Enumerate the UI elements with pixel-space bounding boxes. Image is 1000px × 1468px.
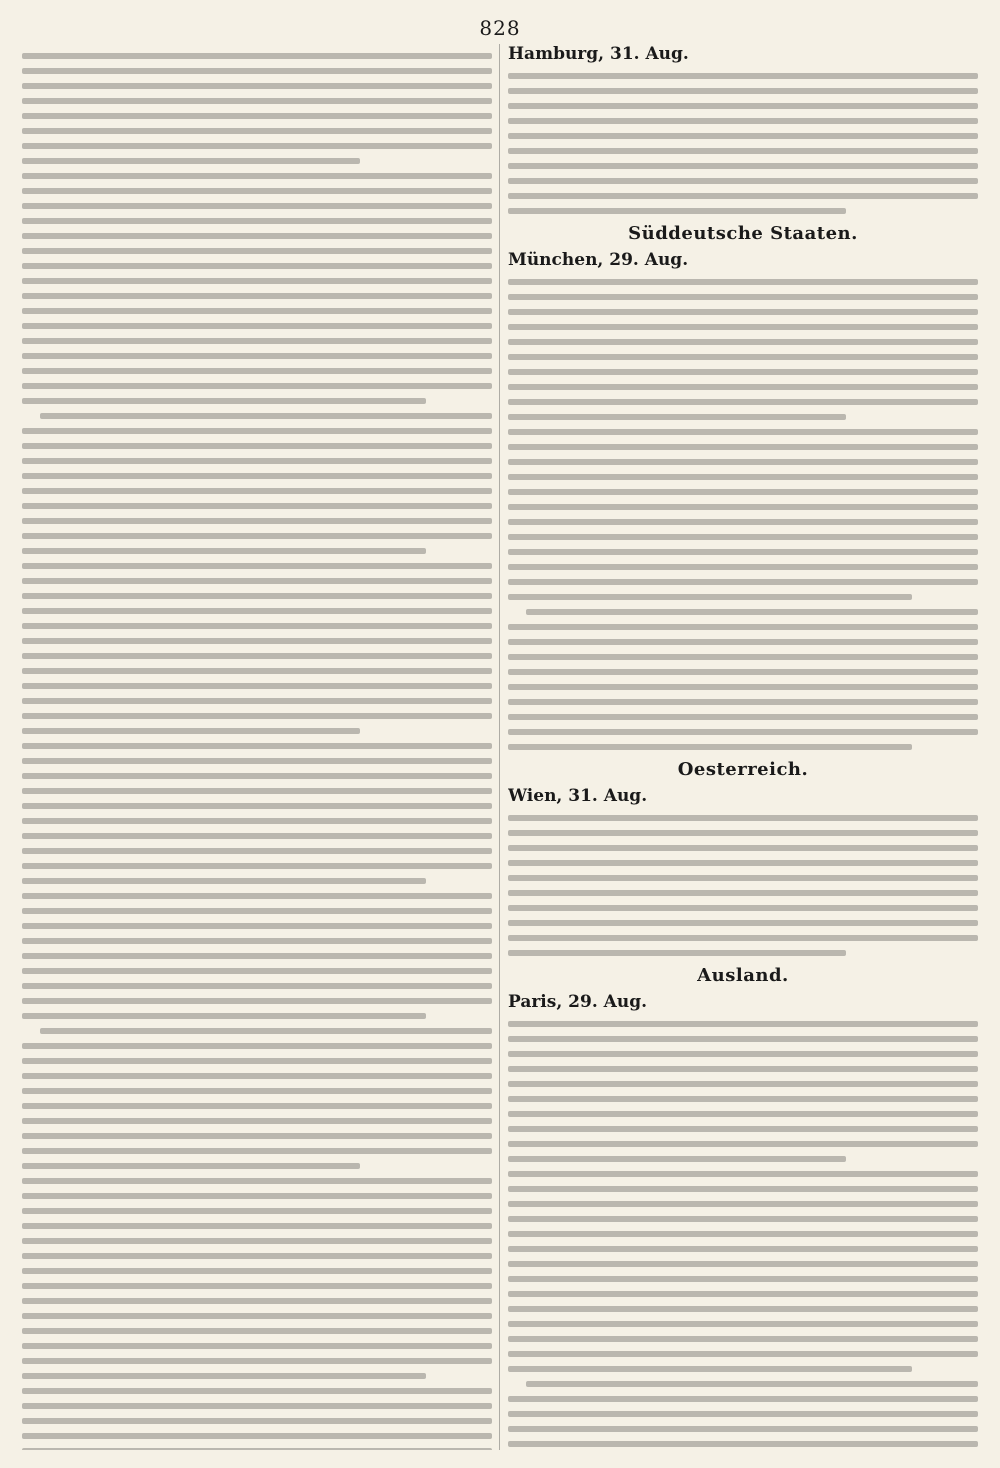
text-line [22,1328,492,1334]
text-line [22,233,492,239]
text-line [508,1411,978,1417]
text-line [508,1291,978,1297]
dateline-wien: Wien, 31. Aug. [508,786,648,806]
text-line [22,653,492,659]
text-line [22,308,492,314]
column-divider [499,44,500,1450]
ausland-paragraph [508,1171,978,1372]
text-line [508,860,978,866]
sueddeutsche-paragraph [508,429,978,600]
text-line [508,935,978,941]
text-line [22,473,492,479]
section-title-ausland: Ausland. [697,965,789,986]
text-line [22,893,492,899]
text-line [22,1223,492,1229]
text-line [22,983,492,989]
text-line [508,905,978,911]
left-paragraph [22,1028,492,1169]
text-line [22,1313,492,1319]
right-column [508,44,978,1450]
text-line [22,143,492,149]
section-title-sueddeutsche: Süddeutsche Staaten. [628,223,858,244]
section-hamburg [508,44,978,214]
text-line [22,1163,360,1169]
dateline-muenchen: München, 29. Aug. [508,250,689,270]
text-line [508,504,978,510]
text-line [22,383,492,389]
text-line [508,354,978,360]
text-line [508,489,978,495]
page-number: 828 [479,16,521,40]
text-line [22,128,492,134]
text-line [22,188,492,194]
text-line [508,1441,978,1447]
text-line [508,1201,978,1207]
text-line [22,518,492,524]
text-line [508,1066,978,1072]
text-line [508,1351,978,1357]
text-line [22,1418,492,1424]
text-line [508,950,846,956]
text-line [508,845,978,851]
sueddeutsche-paragraph [508,279,978,420]
section-sueddeutsche [508,223,978,750]
text-line [526,609,978,615]
text-line [22,1193,492,1199]
text-line [22,548,426,554]
text-line [22,1208,492,1214]
text-line [22,83,492,89]
text-line [508,669,978,675]
text-line [508,324,978,330]
text-line [508,1231,978,1237]
text-line [508,1396,978,1402]
text-line [22,458,492,464]
text-line [508,1021,978,1027]
text-line [22,863,492,869]
text-line [508,744,912,750]
text-line [22,1343,492,1349]
text-line [22,53,492,59]
text-line [22,698,492,704]
text-line [22,743,492,749]
text-line [508,920,978,926]
text-line [508,1096,978,1102]
left-paragraph [22,743,492,884]
ausland-paragraph [508,1021,978,1162]
text-line [508,639,978,645]
text-line [508,624,978,630]
text-line [22,968,492,974]
text-line [508,163,978,169]
text-line [22,1253,492,1259]
text-line [22,1433,492,1439]
text-line [508,1081,978,1087]
text-line [22,293,492,299]
text-line [508,1321,978,1327]
text-line [22,428,492,434]
text-line [22,398,426,404]
text-line [508,1426,978,1432]
text-line [22,908,492,914]
text-line [22,1268,492,1274]
text-line [508,1246,978,1252]
text-line [508,1216,978,1222]
text-line [22,773,492,779]
text-line [40,413,492,419]
text-line [22,353,492,359]
text-line [508,1336,978,1342]
text-line [22,1388,492,1394]
section-ausland [508,965,978,1450]
left-text [22,53,492,1450]
oesterreich-text [508,815,978,956]
sueddeutsche-paragraph [508,609,978,750]
text-line [508,594,912,600]
text-line [508,815,978,821]
text-line [508,1156,846,1162]
text-line [526,1381,978,1387]
hamburg-paragraph [508,73,978,214]
text-line [508,369,978,375]
text-line [40,1028,492,1034]
text-line [22,833,492,839]
text-line [508,654,978,660]
left-column [22,44,492,1450]
text-line [22,578,492,584]
text-line [22,1073,492,1079]
text-line [22,728,360,734]
text-line [22,878,426,884]
text-line [22,113,492,119]
text-line [508,429,978,435]
left-paragraph [22,413,492,554]
text-line [508,1111,978,1117]
left-paragraph [22,893,492,1019]
text-line [508,414,846,420]
text-line [22,1118,492,1124]
text-line [22,848,492,854]
text-line [508,1261,978,1267]
ausland-paragraph [508,1381,978,1450]
text-line [508,399,978,405]
left-paragraph [22,173,492,404]
text-line [508,1051,978,1057]
text-line [508,459,978,465]
text-line [508,1126,978,1132]
text-line [22,158,360,164]
text-line [508,133,978,139]
text-line [22,1013,426,1019]
text-line [508,279,978,285]
text-line [508,208,846,214]
section-title-oesterreich: Oesterreich. [677,759,809,780]
text-line [22,368,492,374]
text-line [22,323,492,329]
text-line [508,564,978,570]
text-line [508,579,978,585]
text-line [508,294,978,300]
text-line [22,1043,492,1049]
text-line [508,714,978,720]
text-line [22,713,492,719]
text-line [22,563,492,569]
text-line [508,684,978,690]
text-line [22,998,492,1004]
text-line [508,1366,912,1372]
text-line [22,758,492,764]
text-line [508,519,978,525]
text-line [22,593,492,599]
text-line [22,1298,492,1304]
text-line [508,1306,978,1312]
text-line [22,503,492,509]
text-line [22,1148,492,1154]
text-line [22,248,492,254]
text-line [22,788,492,794]
text-line [508,1186,978,1192]
left-paragraph [22,1178,492,1379]
hamburg-text [508,73,978,214]
sueddeutsche-text [508,279,978,750]
text-line [22,1238,492,1244]
text-line [22,1448,492,1450]
text-line [22,173,492,179]
text-line [508,699,978,705]
text-line [508,729,978,735]
text-line [22,218,492,224]
text-line [22,1373,426,1379]
text-line [22,203,492,209]
text-line [22,1058,492,1064]
text-line [508,193,978,199]
text-line [508,1171,978,1177]
left-paragraph [22,563,492,734]
text-line [508,474,978,480]
text-line [22,443,492,449]
text-line [22,278,492,284]
text-line [508,118,978,124]
text-line [508,88,978,94]
text-line [22,923,492,929]
text-line [22,1133,492,1139]
dateline-hamburg: Hamburg, 31. Aug. [508,44,689,64]
text-line [22,68,492,74]
text-line [22,1103,492,1109]
text-line [508,875,978,881]
text-line [22,668,492,674]
text-line [22,338,492,344]
text-line [508,444,978,450]
text-line [22,1358,492,1364]
text-line [508,339,978,345]
text-line [22,1403,492,1409]
text-line [508,830,978,836]
text-line [508,890,978,896]
left-paragraph [22,53,492,164]
text-line [508,384,978,390]
text-line [508,148,978,154]
text-line [22,533,492,539]
text-line [22,1088,492,1094]
text-line [508,1276,978,1282]
text-line [508,549,978,555]
text-line [508,103,978,109]
left-paragraph [22,1388,492,1450]
dateline-paris: Paris, 29. Aug. [508,992,648,1012]
text-line [22,938,492,944]
section-oesterreich [508,759,978,956]
text-line [22,1283,492,1289]
text-line [22,803,492,809]
text-line [508,73,978,79]
text-line [22,638,492,644]
text-line [508,1036,978,1042]
text-line [22,953,492,959]
text-line [508,178,978,184]
text-line [508,534,978,540]
text-line [22,623,492,629]
oesterreich-paragraph [508,815,978,956]
text-line [22,683,492,689]
text-line [22,263,492,269]
text-line [22,488,492,494]
text-line [22,818,492,824]
text-line [508,309,978,315]
text-line [508,1141,978,1147]
ausland-text [508,1021,978,1450]
text-line [22,608,492,614]
text-line [22,1178,492,1184]
text-line [22,98,492,104]
